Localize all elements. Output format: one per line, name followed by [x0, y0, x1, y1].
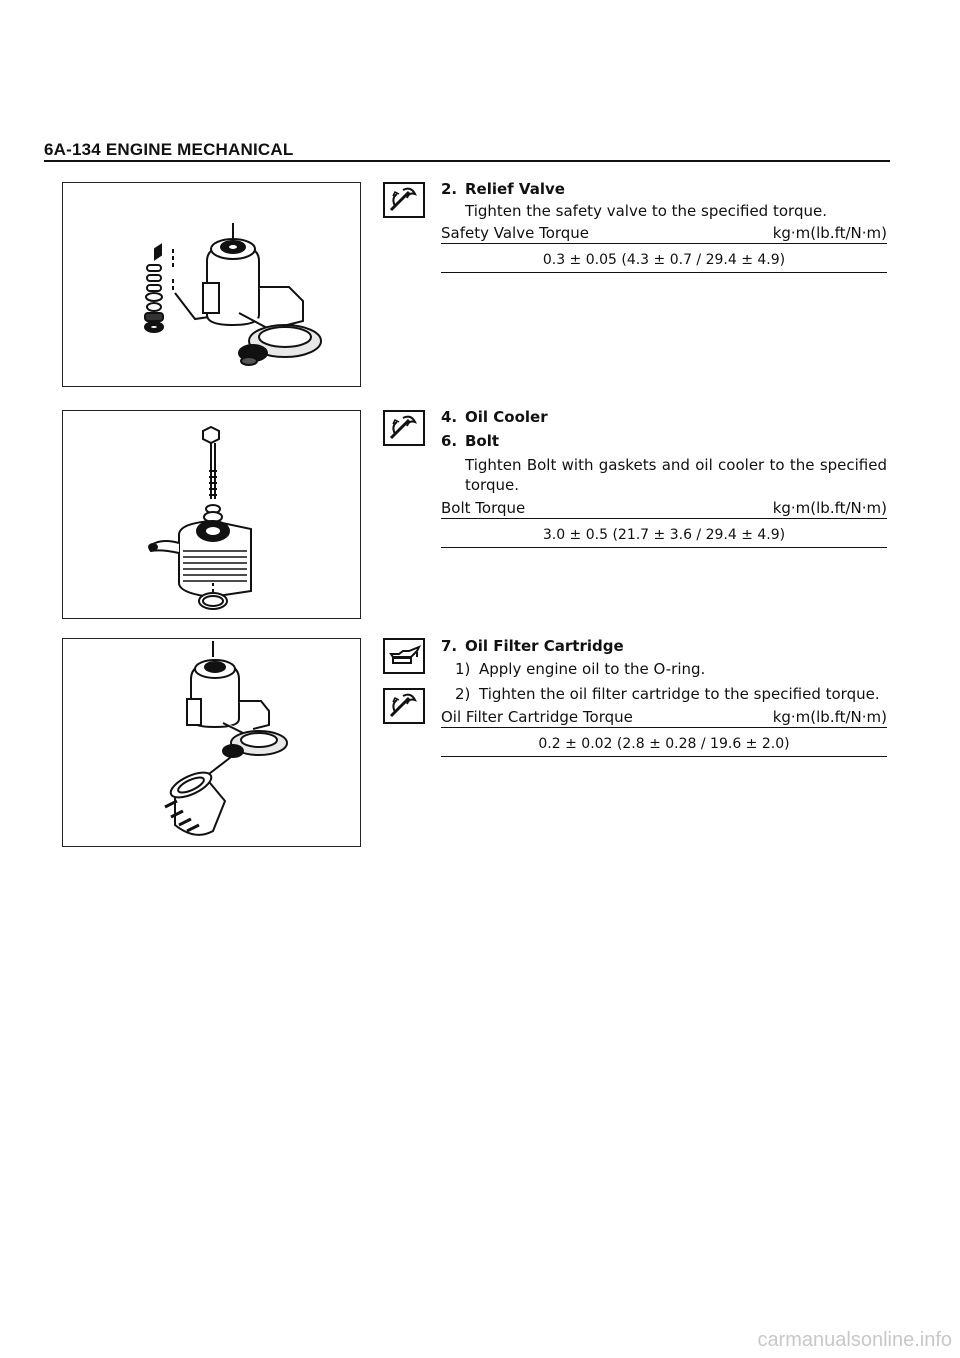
step-number: 7.	[441, 637, 458, 655]
spec-label: Safety Valve Torque	[441, 224, 590, 242]
oil-can-icon	[383, 638, 425, 674]
page-header: 6A-134 ENGINE MECHANICAL	[44, 140, 294, 159]
instruction-relief-valve: Tighten the safety valve to the specified torque.	[465, 202, 827, 220]
watermark: carmanualsonline.info	[757, 1329, 952, 1351]
oil-cooler-illustration	[62, 410, 361, 619]
step-bolt	[441, 431, 499, 451]
step-title: Relief Valve	[465, 180, 565, 198]
oil-filter-illustration	[62, 638, 361, 847]
step-title: Oil Cooler	[465, 408, 548, 426]
spec-header-oil-filter	[441, 708, 887, 728]
step-title: Bolt	[465, 432, 500, 450]
header-rule	[44, 160, 890, 162]
substep-apply-oil	[455, 659, 705, 679]
substep-number: 2)	[455, 685, 471, 703]
spec-value-relief-valve: 0.3 ± 0.05 (4.3 ± 0.7 / 29.4 ± 4.9)	[441, 248, 887, 273]
relief-valve-illustration	[62, 182, 361, 387]
step-title: Oil Filter Cartridge	[465, 637, 624, 655]
torque-wrench-icon	[383, 410, 425, 446]
substep-text: Apply engine oil to the O-ring.	[479, 660, 706, 678]
substep-number: 1)	[455, 660, 471, 678]
step-number: 4.	[441, 408, 458, 426]
spec-value-bolt: 3.0 ± 0.5 (21.7 ± 3.6 / 29.4 ± 4.9)	[441, 523, 887, 548]
spec-unit: kg·m(lb.ft/N·m)	[772, 224, 887, 242]
spec-value-oil-filter: 0.2 ± 0.02 (2.8 ± 0.28 / 19.6 ± 2.0)	[441, 732, 887, 757]
spec-unit: kg·m(lb.ft/N·m)	[772, 499, 887, 517]
instruction-bolt: Tighten Bolt with gaskets and oil cooler to the specified torque.	[465, 456, 887, 494]
spec-label: Oil Filter Cartridge Torque	[441, 708, 633, 726]
substep-text: Tighten the oil filter cartridge to the specified torque.	[479, 685, 880, 703]
spec-header-bolt	[441, 499, 887, 519]
step-relief-valve	[441, 179, 565, 199]
spec-header-relief-valve	[441, 224, 887, 244]
step-number: 2.	[441, 180, 458, 198]
torque-wrench-icon	[383, 688, 425, 724]
spec-unit: kg·m(lb.ft/N·m)	[772, 708, 887, 726]
substep-tighten-cartridge	[455, 684, 880, 704]
step-oil-filter-cartridge	[441, 636, 624, 656]
step-number: 6.	[441, 432, 458, 450]
spec-label: Bolt Torque	[441, 499, 526, 517]
step-oil-cooler	[441, 407, 548, 427]
torque-wrench-icon	[383, 182, 425, 218]
